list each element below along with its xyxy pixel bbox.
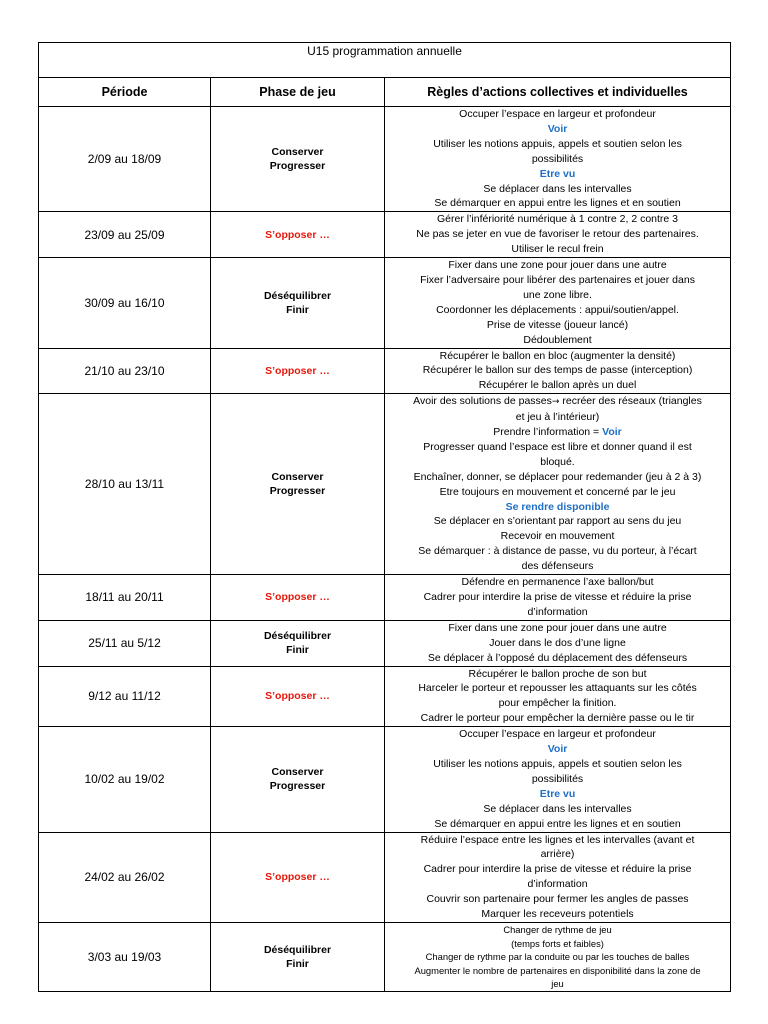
rule-line (389, 590, 726, 605)
header-row (39, 78, 731, 107)
rule-line (389, 787, 726, 802)
phase-label: Progresser (269, 485, 326, 498)
rule-line (389, 485, 726, 500)
rule-text: arrière) (540, 848, 575, 861)
phase-label: S’opposer … (265, 591, 330, 604)
phase-label: S’opposer … (265, 228, 330, 241)
rule-line (389, 964, 726, 978)
rule-line (389, 288, 726, 303)
rule-line (389, 757, 726, 772)
rules-cell (385, 620, 731, 666)
rule-line (389, 227, 726, 242)
phase-cell (211, 107, 385, 212)
rule-line (389, 167, 726, 182)
rule-line (389, 667, 726, 682)
rule-line (389, 727, 726, 742)
rule-text: d’information (527, 878, 588, 891)
rule-line (389, 529, 726, 544)
rule-text: possibilités (531, 772, 584, 785)
rule-text: pour empêcher la finition. (498, 697, 617, 710)
rule-line (389, 182, 726, 197)
rule-text: bloqué. (540, 455, 575, 468)
rule-text: Jouer dans le dos d’une ligne (489, 636, 626, 649)
phase-cell (211, 666, 385, 727)
rule-text: jeu (551, 978, 564, 990)
rules-cell (385, 258, 731, 348)
rule-line (389, 907, 726, 922)
rule-text: Ne pas se jeter en vue de favoriser le retour des partenaires. (416, 228, 699, 241)
rule-line (389, 977, 726, 991)
rule-line (389, 950, 726, 964)
rule-line (389, 544, 726, 559)
table-row (39, 832, 731, 922)
table-row (39, 620, 731, 666)
rule-line (389, 318, 726, 333)
document-title: U15 programmation annuelle (39, 43, 731, 78)
program-rows (39, 107, 731, 992)
phase-label: Conserver (271, 146, 324, 159)
phase-label: S’opposer … (265, 690, 330, 703)
period-cell: 2/09 au 18/09 (39, 107, 211, 212)
rule-text: (temps forts et faibles) (511, 937, 604, 949)
rule-line (389, 923, 726, 937)
rule-line (389, 833, 726, 848)
phase-cell (211, 922, 385, 991)
rule-text: Utiliser les notions appuis, appels et soutien selon les (433, 137, 682, 150)
rule-text: Changer de rythme de jeu (503, 923, 612, 935)
rule-text: une zone libre. (523, 288, 592, 301)
rule-text: Cadrer le porteur pour empêcher la dernière passe ou le tir (420, 712, 695, 725)
rule-line (389, 500, 726, 515)
rule-line (389, 559, 726, 574)
rules-cell (385, 107, 731, 212)
rule-line (389, 455, 726, 470)
rules-cell (385, 832, 731, 922)
rule-line (389, 152, 726, 167)
period-cell: 25/11 au 5/12 (39, 620, 211, 666)
rule-line (389, 137, 726, 152)
table-row (39, 922, 731, 991)
rule-line (389, 742, 726, 757)
rule-text: Enchaîner, donner, se déplacer pour redemander (jeu à 2 à 3) (413, 470, 702, 483)
rule-text: Fixer l’adversaire pour libérer des partenaires et jouer dans (420, 273, 695, 286)
rule-line (389, 892, 726, 907)
rule-text: Se déplacer dans les intervalles (483, 182, 632, 195)
phase-cell (211, 832, 385, 922)
table-row (39, 394, 731, 575)
phase-cell (211, 620, 385, 666)
phase-label: Progresser (269, 780, 326, 793)
rule-line (389, 877, 726, 892)
rule-line (389, 681, 726, 696)
rule-line (389, 862, 726, 877)
rule-line (389, 107, 726, 122)
rule-text: Prendre l’information = (493, 426, 603, 439)
rule-line (389, 817, 726, 832)
rule-line (389, 363, 726, 378)
rule-text: Occuper l’espace en largeur et profondeur (459, 108, 656, 120)
rule-line (389, 303, 726, 318)
phase-label: Progresser (269, 160, 326, 173)
rule-text: Recevoir en mouvement (500, 530, 615, 543)
highlight-text: Voir (602, 426, 622, 439)
rule-text: Occuper l’espace en largeur et profondeur (459, 728, 656, 741)
phase-cell (211, 394, 385, 575)
rule-text: Avoir des solutions de passes (413, 395, 552, 408)
period-cell: 28/10 au 13/11 (39, 394, 211, 575)
header-phase-de-jeu: Phase de jeu (211, 78, 385, 107)
rule-text: Harceler le porteur et repousser les attaquants sur les côtés (418, 682, 697, 695)
table-row (39, 727, 731, 832)
rule-line (389, 711, 726, 726)
rule-line (389, 378, 726, 393)
rule-line (389, 772, 726, 787)
rule-text: Se démarquer en appui entre les lignes et en soutien (434, 817, 681, 830)
arrow-right-icon: → (551, 397, 560, 408)
rule-text: Se déplacer dans les intervalles (483, 802, 632, 815)
rule-text: Récupérer le ballon sur des temps de passe (interception) (422, 364, 693, 377)
highlight-text: Se rendre disponible (505, 500, 610, 513)
phase-cell (211, 348, 385, 394)
rule-text: d’information (527, 605, 588, 618)
rule-text: Dédoublement (523, 333, 592, 346)
rule-text: Utiliser le recul frein (511, 243, 604, 256)
rule-line (389, 937, 726, 951)
rule-text: Défendre en permanence l’axe ballon/but (461, 576, 654, 589)
rules-cell (385, 212, 731, 258)
header-regles: Règles d’actions collectives et individuelles (385, 78, 731, 107)
period-cell: 9/12 au 11/12 (39, 666, 211, 727)
rule-line (389, 651, 726, 666)
rule-text: Se démarquer en appui entre les lignes et en soutien (434, 197, 681, 210)
rule-text: des défenseurs (521, 560, 594, 573)
rule-line (389, 212, 726, 227)
rule-text: Se démarquer : à distance de passe, vu du porteur, à l’écart (418, 545, 697, 558)
rule-text: Prise de vitesse (joueur lancé) (486, 318, 629, 331)
rule-text: Se déplacer en s’orientant par rapport au sens du jeu (433, 515, 682, 528)
rules-cell (385, 394, 731, 575)
programme-table (38, 42, 731, 992)
rule-text: Utiliser les notions appuis, appels et soutien selon les (433, 757, 682, 770)
rules-cell (385, 922, 731, 991)
rule-text: Changer de rythme par la conduite ou par les touches de balles (425, 951, 690, 963)
phase-label: Déséquilibrer (263, 943, 332, 956)
phase-cell (211, 212, 385, 258)
rule-line (389, 242, 726, 257)
period-cell: 18/11 au 20/11 (39, 575, 211, 621)
rule-line (389, 349, 726, 364)
rule-line (389, 636, 726, 651)
phase-label: Conserver (271, 471, 324, 484)
highlight-text: Etre vu (539, 787, 576, 800)
rule-line (389, 514, 726, 529)
rule-line (389, 333, 726, 348)
phase-label: S’opposer … (265, 871, 330, 884)
phase-label: Conserver (271, 766, 324, 779)
rule-text: Coordonner les déplacements : appui/soutien/appel. (436, 303, 679, 316)
phase-label: Finir (286, 303, 309, 316)
rule-text: Augmenter le nombre de partenaires en disponibilité dans la zone de (414, 964, 701, 976)
rule-text: et jeu à l’intérieur) (515, 411, 600, 424)
rules-cell (385, 575, 731, 621)
phase-label: Déséquilibrer (263, 289, 332, 302)
rule-line (389, 470, 726, 485)
phase-label: Déséquilibrer (263, 630, 332, 643)
period-cell: 24/02 au 26/02 (39, 832, 211, 922)
phase-cell (211, 727, 385, 832)
period-cell: 10/02 au 19/02 (39, 727, 211, 832)
table-row (39, 575, 731, 621)
highlight-text: Voir (547, 122, 568, 135)
rule-text: Couvrir son partenaire pour fermer les angles de passes (426, 893, 689, 906)
rules-cell (385, 348, 731, 394)
rule-text: Etre toujours en mouvement et concerné par le jeu (439, 485, 676, 498)
table-row (39, 258, 731, 348)
rules-cell (385, 666, 731, 727)
rule-line (389, 605, 726, 620)
rule-text: possibilités (531, 152, 584, 165)
rule-text: Récupérer le ballon proche de son but (468, 667, 647, 680)
rule-text: Cadrer pour interdire la prise de vitesse et réduire la prise (423, 591, 692, 603)
phase-label: S’opposer … (265, 364, 330, 377)
rule-line (389, 394, 726, 410)
table-row (39, 107, 731, 212)
rule-line (389, 575, 726, 590)
period-cell: 21/10 au 23/10 (39, 348, 211, 394)
table-row (39, 348, 731, 394)
rule-text: recréer des réseaux (triangles (562, 395, 702, 408)
period-cell: 3/03 au 19/03 (39, 922, 211, 991)
rule-text: Fixer dans une zone pour jouer dans une autre (448, 621, 667, 634)
phase-label: Finir (286, 644, 309, 657)
rule-line (389, 621, 726, 636)
rule-text: Récupérer le ballon après un duel (478, 379, 637, 392)
table-row (39, 212, 731, 258)
rule-line (389, 410, 726, 425)
rule-text: Réduire l’espace entre les lignes et les intervalles (avant et (420, 833, 695, 846)
table-row (39, 666, 731, 727)
phase-cell (211, 575, 385, 621)
phase-label: Finir (286, 957, 309, 970)
rules-cell (385, 727, 731, 832)
header-periode: Période (39, 78, 211, 107)
rule-line (389, 258, 726, 273)
rule-line (389, 425, 726, 440)
rule-text: Marquer les receveurs potentiels (481, 908, 634, 921)
rule-line (389, 122, 726, 137)
period-cell: 30/09 au 16/10 (39, 258, 211, 348)
rule-text: Récupérer le ballon en bloc (augmenter la densité) (439, 349, 676, 362)
period-cell: 23/09 au 25/09 (39, 212, 211, 258)
highlight-text: Voir (547, 743, 568, 756)
rule-line (389, 847, 726, 862)
phase-cell (211, 258, 385, 348)
rule-text: Gérer l’infériorité numérique à 1 contre 2, 2 contre 3 (436, 213, 679, 226)
rule-line (389, 273, 726, 288)
rule-line (389, 196, 726, 211)
rule-line (389, 440, 726, 455)
rule-text: Fixer dans une zone pour jouer dans une autre (448, 259, 667, 272)
rule-line (389, 696, 726, 711)
rule-text: Progresser quand l’espace est libre et donner quand il est (423, 440, 692, 453)
rule-line (389, 802, 726, 817)
rule-text: Cadrer pour interdire la prise de vitesse et réduire la prise (423, 863, 692, 876)
highlight-text: Etre vu (539, 167, 576, 180)
rule-text: Se déplacer à l’opposé du déplacement des défenseurs (427, 651, 688, 664)
